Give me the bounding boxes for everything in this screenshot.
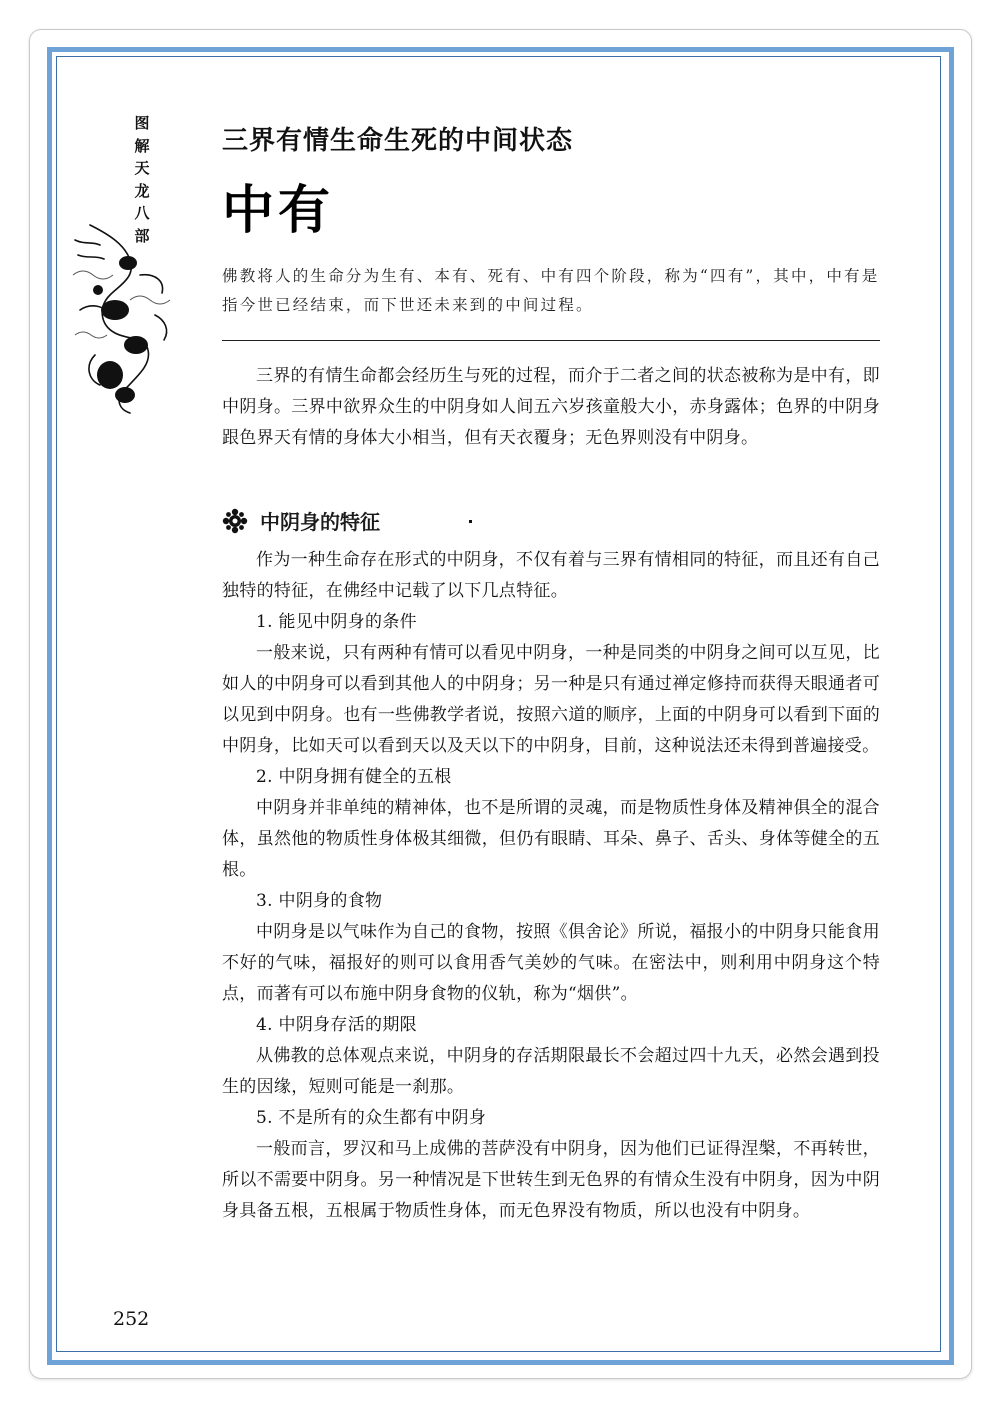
section-heading (222, 506, 380, 535)
chapter-intro: 佛教将人的生命分为生有、本有、死有、中有四个阶段，称为“四有”，其中，中有是指今世已经结束，而下世还未来到的中间过程。 (222, 267, 880, 314)
feature-heading-4: 4. 中阴身存活的期限 (256, 1015, 417, 1035)
series-char: 部 (134, 226, 150, 245)
feature-heading-2: 2. 中阴身拥有健全的五根 (256, 767, 452, 787)
series-char: 图 (134, 114, 150, 132)
series-char: 龙 (134, 181, 150, 200)
feature-text-1: 一般来说，只有两种有情可以看见中阴身，一种是同类的中阴身之间可以互见，比如人的中阴身可以看到其他人的中阴身；另一种是只有通过禅定修持而获得天眼通者可以见到中阴身。也有一些佛教学者说，按照六道的顺序，上面的中阴身可以看到下面的中阴身，比如天可以看到天以及天以下的中阴身，目前，这种说法还未得到普遍接受。 (222, 643, 880, 756)
chapter-subtitle: 三界有情生命生死的中间状态 (222, 126, 574, 156)
series-char: 解 (134, 136, 150, 155)
main-paragraph (222, 361, 880, 454)
paragraph-text: 三界的有情生命都会经历生与死的过程，而介于二者之间的状态被称为是中有，即中阴身。三界中欲界众生的中阴身如人间五六岁孩童般大小，赤身露体；色界的中阴身跟色界天有情的身体大小相当，但有天衣覆身；无色界则没有中阴身。 (222, 366, 880, 448)
lotus-icon (222, 508, 248, 534)
section-body (222, 545, 880, 1227)
series-char: 八 (134, 204, 150, 223)
section-intro: 作为一种生命存在形式的中阴身，不仅有着与三界有情相同的特征，而且还有自己独特的特征，在佛经中记载了以下几点特征。 (222, 550, 880, 601)
feature-heading-1: 1. 能见中阴身的条件 (256, 612, 417, 632)
feature-text-2: 中阴身并非单纯的精神体，也不是所谓的灵魂，而是物质性身体及精神俱全的混合体，虽然他的物质性身体极其细微，但仍有眼睛、耳朵、鼻子、舌头、身体等健全的五根。 (222, 798, 880, 880)
series-char: 天 (134, 159, 150, 178)
page-number: 252 (113, 1308, 150, 1330)
dragon-illustration (70, 215, 175, 415)
chapter-title: 中有 (222, 181, 335, 241)
divider (222, 340, 880, 341)
stray-mark (469, 520, 472, 523)
section-title: 中阴身的特征 (260, 510, 380, 534)
feature-text-5: 一般而言，罗汉和马上成佛的菩萨没有中阴身，因为他们已证得涅槃，不再转世，所以不需要中阴身。另一种情况是下世转生到无色界的有情众生没有中阴身，因为中阴身具备五根，五根属于物质性身体，而无色界没有物质，所以也没有中阴身。 (222, 1139, 880, 1221)
feature-text-4: 从佛教的总体观点来说，中阴身的存活期限最长不会超过四十九天，必然会遇到投生的因缘，短则可能是一刹那。 (222, 1046, 880, 1097)
feature-text-3: 中阴身是以气味作为自己的食物，按照《俱舍论》所说，福报小的中阴身只能食用不好的气味，福报好的则可以食用香气美妙的气味。在密法中，则利用中阴身这个特点，而著有可以布施中阴身食物的仪轨，称为“烟供”。 (222, 922, 880, 1004)
feature-heading-5: 5. 不是所有的众生都有中阴身 (256, 1108, 487, 1128)
feature-heading-3: 3. 中阴身的食物 (256, 891, 383, 911)
